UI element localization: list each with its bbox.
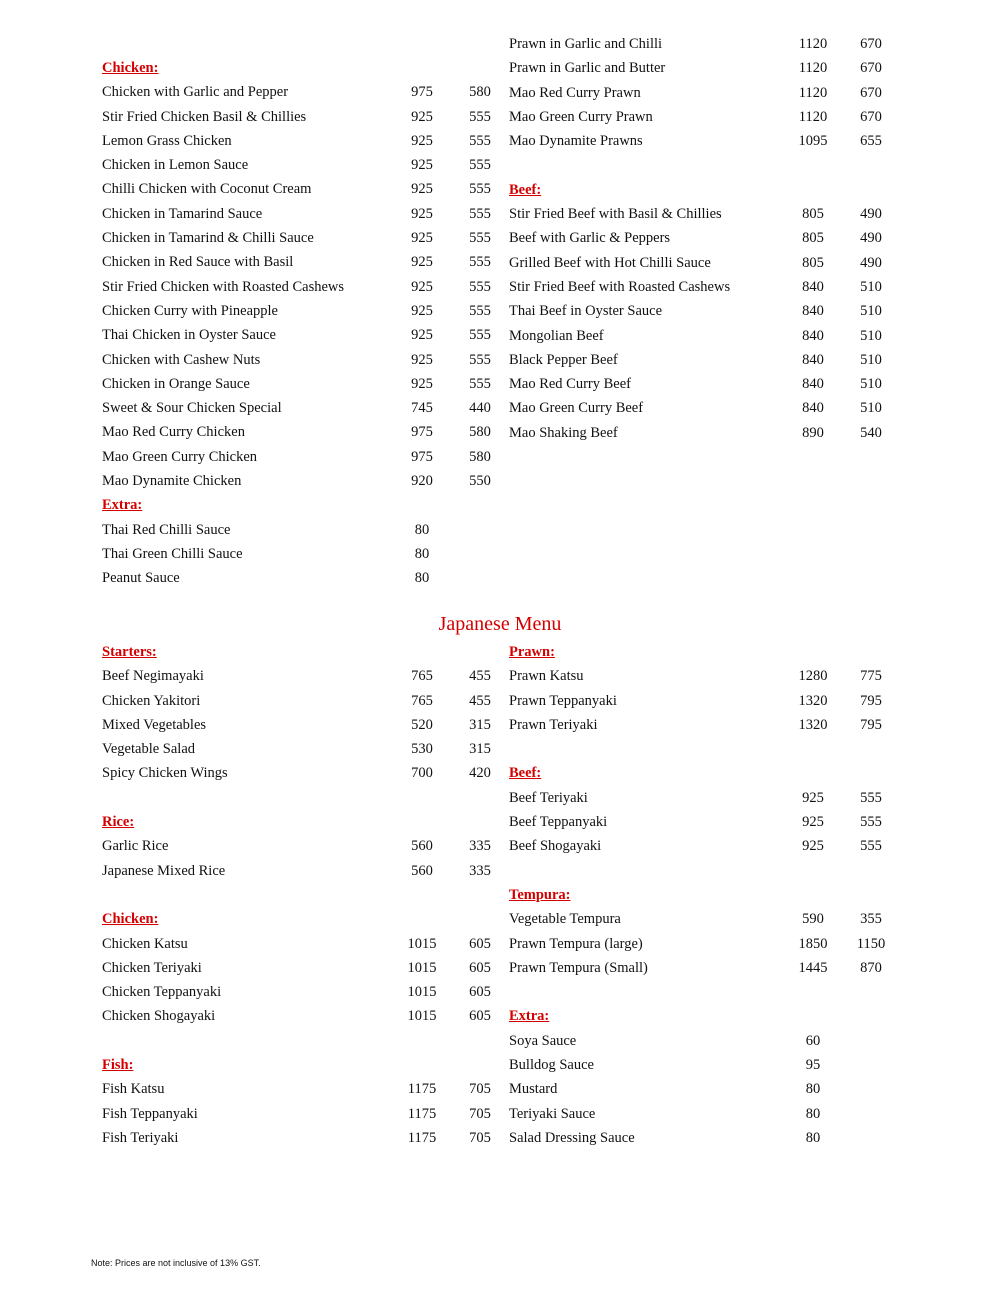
menu-item-name: Vegetable Salad [102, 741, 196, 758]
menu-item-price-half: 510 [860, 278, 882, 295]
menu-item-price-half: 510 [860, 376, 882, 393]
menu-item-price-full: 745 [411, 400, 433, 417]
menu-item-price-half: 655 [860, 133, 882, 150]
menu-item [509, 664, 909, 688]
menu-item [102, 105, 502, 129]
menu-item-name: Mongolian Beef [509, 327, 604, 344]
menu-item-price-full: 590 [802, 911, 824, 928]
section-heading-label: Tempura: [509, 886, 571, 903]
menu-item-name: Thai Red Chilli Sauce [102, 521, 231, 538]
menu-item-price-full: 1175 [407, 1081, 437, 1098]
menu-item-price-full: 840 [802, 376, 824, 393]
menu-item-price-half: 605 [469, 935, 491, 952]
menu-item [509, 56, 909, 80]
menu-item [509, 1029, 909, 1053]
menu-item-name: Mao Red Curry Beef [509, 376, 632, 393]
menu-item-price-full: 840 [802, 327, 824, 344]
menu-item-name: Garlic Rice [102, 838, 169, 855]
menu-item-price-half: 555 [469, 108, 491, 125]
menu-item-name: Chicken Teriyaki [102, 959, 202, 976]
menu-item-name: Chilli Chicken with Coconut Cream [102, 181, 312, 198]
menu-item-price-full: 925 [411, 230, 433, 247]
menu-item-price-full: 1015 [407, 935, 437, 952]
menu-item-price-half: 870 [860, 959, 882, 976]
section-heading [509, 883, 909, 907]
menu-item-price-half: 550 [469, 473, 491, 490]
menu-item-price-full: 920 [411, 473, 433, 490]
menu-item-name: Mao Dynamite Chicken [102, 473, 242, 490]
menu-item-price-full: 1320 [798, 692, 828, 709]
menu-item-price-full: 1850 [798, 935, 828, 952]
menu-item-name: Beef with Garlic & Peppers [509, 230, 671, 247]
menu-item-name: Stir Fried Beef with Basil & Chillies [509, 206, 722, 223]
menu-item-price-half: 555 [469, 230, 491, 247]
menu-item [102, 372, 502, 396]
gst-note: Note: Prices are not inclusive of 13% GST. [91, 1258, 261, 1268]
section-heading-label: Extra: [102, 497, 143, 514]
menu-item-price-full: 95 [805, 1057, 821, 1074]
menu-item-name: Stir Fried Chicken with Roasted Cashews [102, 278, 345, 295]
menu-item-price-half: 490 [860, 254, 882, 271]
menu-item [102, 713, 502, 737]
menu-item-price-half: 555 [469, 327, 491, 344]
menu-item-price-half: 555 [860, 838, 882, 855]
menu-item-price-full: 805 [802, 206, 824, 223]
menu-item-price-full: 1175 [407, 1129, 437, 1146]
menu-item-name: Mixed Vegetables [102, 716, 207, 733]
menu-item-price-half: 315 [469, 716, 491, 733]
menu-item-price-full: 1015 [407, 959, 437, 976]
section-heading [102, 1053, 502, 1077]
menu-item-price-full: 560 [411, 838, 433, 855]
menu-item-price-full: 975 [411, 448, 433, 465]
menu-item-name: Prawn Tempura (Small) [509, 959, 648, 976]
menu-item [509, 1077, 909, 1101]
menu-item [102, 153, 502, 177]
menu-item-price-half: 795 [860, 692, 882, 709]
section-heading [102, 810, 502, 834]
section-heading [509, 761, 909, 785]
menu-item-name: Prawn Katsu [509, 668, 584, 685]
menu-item [102, 348, 502, 372]
menu-item-price-half: 670 [860, 36, 882, 52]
section-heading-label: Beef: [509, 765, 542, 782]
menu-item [102, 323, 502, 347]
section-heading-label: Starters: [102, 644, 157, 660]
menu-item-price-full: 925 [411, 108, 433, 125]
menu-item-price-half: 670 [860, 108, 882, 125]
menu-item-price-full: 520 [411, 716, 433, 733]
menu-item-price-full: 890 [802, 424, 824, 441]
menu-item [102, 250, 502, 274]
menu-item [102, 834, 502, 858]
menu-item [102, 469, 502, 493]
menu-item-name: Mao Red Curry Chicken [102, 424, 245, 441]
menu-item-price-half: 555 [860, 789, 882, 806]
menu-item-price-half: 355 [860, 911, 882, 928]
menu-item-price-full: 840 [802, 278, 824, 295]
spacer [102, 786, 502, 810]
section-heading [509, 178, 909, 202]
section-heading-label: Rice: [102, 814, 135, 831]
spacer [102, 883, 502, 907]
menu-item-price-half: 580 [469, 448, 491, 465]
menu-item-name: Chicken Shogayaki [102, 1008, 216, 1025]
menu-item-price-full: 765 [411, 668, 433, 685]
menu-item-price-half: 705 [469, 1129, 491, 1146]
menu-item [102, 518, 502, 542]
menu-item-name: Thai Chicken in Oyster Sauce [102, 327, 276, 344]
menu-item-price-full: 1320 [798, 716, 828, 733]
menu-item [102, 445, 502, 469]
menu-item [102, 226, 502, 250]
menu-item-price-half: 555 [469, 278, 491, 295]
menu-item-price-full: 925 [411, 254, 433, 271]
menu-item-price-half: 455 [469, 692, 491, 709]
menu-item [102, 980, 502, 1004]
menu-item [509, 1102, 909, 1126]
menu-item [102, 542, 502, 566]
menu-item [509, 956, 909, 980]
menu-item-price-half: 795 [860, 716, 882, 733]
spacer [509, 737, 909, 761]
menu-item [102, 80, 502, 104]
menu-item-name: Chicken Teppanyaki [102, 984, 222, 1001]
menu-item-price-half: 490 [860, 206, 882, 223]
menu-item-price-half: 555 [469, 351, 491, 368]
menu-item-name: Chicken Curry with Pineapple [102, 302, 278, 319]
menu-item-name: Sweet & Sour Chicken Special [102, 400, 282, 417]
menu-item-price-full: 1445 [798, 959, 828, 976]
menu-item-price-full: 925 [411, 278, 433, 295]
menu-item-name: Grilled Beef with Hot Chilli Sauce [509, 254, 711, 271]
menu-item [509, 907, 909, 931]
menu-item-name: Fish Katsu [102, 1081, 165, 1098]
menu-item [102, 859, 502, 883]
menu-item-name: Chicken in Orange Sauce [102, 375, 250, 392]
menu-item [102, 737, 502, 761]
menu-item-price-full: 80 [805, 1129, 821, 1146]
menu-item-price-full: 975 [411, 84, 433, 101]
menu-item-name: Fish Teppanyaki [102, 1105, 198, 1122]
menu-item-price-half: 335 [469, 838, 491, 855]
menu-item [509, 1053, 909, 1077]
menu-item-name: Chicken with Garlic and Pepper [102, 84, 289, 101]
menu-item [102, 1077, 502, 1101]
menu-item [509, 81, 909, 105]
menu-item-name: Soya Sauce [509, 1032, 577, 1049]
menu-item-price-full: 1280 [798, 668, 828, 685]
section-heading [509, 1004, 909, 1028]
menu-item-price-full: 1095 [798, 133, 828, 150]
menu-item [102, 275, 502, 299]
menu-item-price-full: 925 [802, 789, 824, 806]
menu-item-name: Salad Dressing Sauce [509, 1129, 635, 1146]
menu-item-price-half: 775 [860, 668, 882, 685]
menu-item-price-half: 555 [469, 375, 491, 392]
menu-item-name: Prawn Teriyaki [509, 716, 598, 733]
menu-item-price-half: 670 [860, 60, 882, 77]
menu-item-name: Black Pepper Beef [509, 351, 618, 368]
menu-item [509, 251, 909, 275]
menu-item-name: Mao Red Curry Prawn [509, 84, 641, 101]
menu-item-price-full: 925 [411, 375, 433, 392]
menu-item-name: Beef Shogayaki [509, 838, 602, 855]
japanese-left-column [102, 640, 502, 1150]
menu-item-price-half: 580 [469, 424, 491, 441]
menu-item-price-half: 420 [469, 765, 491, 782]
menu-item-name: Mao Dynamite Prawns [509, 133, 643, 150]
menu-item-price-half: 510 [860, 400, 882, 417]
menu-item-price-half: 605 [469, 1008, 491, 1025]
menu-item-price-half: 440 [469, 400, 491, 417]
menu-item [102, 299, 502, 323]
menu-item [102, 664, 502, 688]
menu-item-name: Vegetable Tempura [509, 911, 621, 928]
menu-item-price-full: 840 [802, 400, 824, 417]
menu-item-price-half: 1150 [856, 935, 886, 952]
menu-item-name: Stir Fried Beef with Roasted Cashews [509, 278, 731, 295]
menu-item-price-full: 840 [802, 351, 824, 368]
menu-item-name: Chicken in Lemon Sauce [102, 157, 249, 174]
menu-item-price-full: 925 [802, 814, 824, 831]
menu-item-price-full: 1120 [798, 36, 828, 52]
menu-item-name: Peanut Sauce [102, 570, 180, 587]
spacer [509, 980, 909, 1004]
menu-item-price-half: 315 [469, 741, 491, 758]
spacer [509, 859, 909, 883]
menu-item-price-full: 925 [411, 132, 433, 149]
thai-right-column [509, 32, 909, 445]
menu-item-price-half: 605 [469, 959, 491, 976]
menu-item [509, 299, 909, 323]
menu-item-price-half: 705 [469, 1081, 491, 1098]
menu-item-name: Teriyaki Sauce [509, 1105, 596, 1122]
menu-item-price-half: 555 [469, 157, 491, 174]
menu-item [102, 1102, 502, 1126]
thai-left-column [102, 56, 502, 591]
menu-item-price-full: 1175 [407, 1105, 437, 1122]
menu-item-price-half: 555 [469, 132, 491, 149]
menu-item-price-full: 1120 [798, 84, 828, 101]
menu-item [102, 761, 502, 785]
menu-item [102, 129, 502, 153]
menu-item [509, 202, 909, 226]
menu-item-price-half: 335 [469, 862, 491, 879]
menu-item-name: Chicken in Tamarind Sauce [102, 205, 263, 222]
menu-item-name: Chicken in Tamarind & Chilli Sauce [102, 230, 314, 247]
menu-item-price-full: 80 [805, 1081, 821, 1098]
menu-item-name: Chicken with Cashew Nuts [102, 351, 261, 368]
menu-item-price-full: 560 [411, 862, 433, 879]
menu-item-price-full: 925 [411, 302, 433, 319]
menu-item-name: Beef Teriyaki [509, 789, 588, 806]
menu-item-name: Chicken in Red Sauce with Basil [102, 254, 294, 271]
menu-item-price-half: 555 [469, 254, 491, 271]
spacer [102, 1029, 502, 1053]
menu-item-price-half: 555 [469, 181, 491, 198]
menu-item [102, 420, 502, 444]
menu-item-name: Beef Negimayaki [102, 668, 204, 685]
menu-item-name: Mustard [509, 1081, 558, 1098]
menu-item-name: Spicy Chicken Wings [102, 765, 228, 782]
menu-item-price-full: 765 [411, 692, 433, 709]
menu-item [102, 932, 502, 956]
menu-item [102, 202, 502, 226]
section-heading [102, 56, 502, 80]
section-heading-label: Extra: [509, 1008, 550, 1025]
menu-item-price-half: 670 [860, 84, 882, 101]
menu-item [509, 396, 909, 420]
section-heading-label: Chicken: [102, 60, 159, 76]
menu-item-price-half: 510 [860, 351, 882, 368]
menu-item [509, 372, 909, 396]
menu-item [102, 566, 502, 590]
menu-item-price-half: 555 [469, 205, 491, 222]
menu-item-name: Mao Green Curry Prawn [509, 108, 653, 125]
menu-item-price-full: 840 [802, 303, 824, 320]
menu-item [102, 396, 502, 420]
spacer [509, 153, 909, 177]
section-heading [102, 493, 502, 517]
menu-item-name: Mao Green Curry Chicken [102, 448, 258, 465]
menu-item [509, 129, 909, 153]
menu-item [509, 421, 909, 445]
menu-item-name: Prawn in Garlic and Butter [509, 60, 666, 77]
menu-item [509, 275, 909, 299]
menu-item-name: Bulldog Sauce [509, 1057, 594, 1074]
menu-item-price-full: 925 [802, 838, 824, 855]
section-heading-label: Chicken: [102, 911, 159, 928]
menu-item-price-full: 805 [802, 254, 824, 271]
japanese-menu-title: Japanese Menu [438, 613, 562, 635]
section-heading-label: Prawn: [509, 644, 555, 660]
menu-item [509, 105, 909, 129]
menu-item [509, 324, 909, 348]
menu-item-price-half: 580 [469, 84, 491, 101]
menu-item-price-full: 925 [411, 157, 433, 174]
section-heading [509, 640, 909, 664]
menu-item [509, 834, 909, 858]
menu-item [102, 689, 502, 713]
menu-item [509, 786, 909, 810]
menu-item [509, 810, 909, 834]
menu-item-name: Lemon Grass Chicken [102, 132, 232, 149]
menu-item-price-full: 1120 [798, 108, 828, 125]
section-heading-label: Fish: [102, 1057, 134, 1074]
menu-item-price-full: 60 [805, 1032, 821, 1049]
menu-item-price-full: 80 [414, 521, 430, 538]
menu-item-name: Mao Shaking Beef [509, 424, 618, 441]
section-heading-label: Beef: [509, 181, 542, 198]
menu-item-price-full: 1120 [798, 60, 828, 77]
menu-item-name: Thai Beef in Oyster Sauce [509, 303, 663, 320]
section-heading [102, 640, 502, 664]
menu-item [509, 226, 909, 250]
menu-item-price-full: 1015 [407, 1008, 437, 1025]
menu-item-name: Mao Green Curry Beef [509, 400, 644, 417]
menu-item-name: Beef Teppanyaki [509, 814, 608, 831]
menu-item-price-full: 1015 [407, 984, 437, 1001]
menu-item-name: Stir Fried Chicken Basil & Chillies [102, 108, 307, 125]
menu-item-price-half: 555 [860, 814, 882, 831]
japanese-right-column [509, 640, 909, 1150]
menu-item-price-full: 925 [411, 327, 433, 344]
menu-item [102, 1126, 502, 1150]
menu-item-price-half: 510 [860, 303, 882, 320]
menu-item-price-full: 925 [411, 351, 433, 368]
menu-item-name: Fish Teriyaki [102, 1129, 179, 1146]
menu-item-name: Prawn Tempura (large) [509, 935, 643, 952]
menu-item-name: Chicken Katsu [102, 935, 188, 952]
menu-item-price-full: 805 [802, 230, 824, 247]
menu-item-price-full: 700 [411, 765, 433, 782]
menu-item-name: Prawn in Garlic and Chilli [509, 36, 663, 52]
menu-item-name: Prawn Teppanyaki [509, 692, 617, 709]
menu-item [509, 348, 909, 372]
menu-item-price-half: 490 [860, 230, 882, 247]
menu-item [102, 177, 502, 201]
menu-item-price-full: 530 [411, 741, 433, 758]
menu-item [509, 932, 909, 956]
menu-item-price-half: 510 [860, 327, 882, 344]
menu-item [509, 1126, 909, 1150]
menu-item [509, 713, 909, 737]
menu-item-name: Chicken Yakitori [102, 692, 201, 709]
menu-item [102, 1004, 502, 1028]
menu-item-price-half: 555 [469, 302, 491, 319]
menu-item-price-half: 705 [469, 1105, 491, 1122]
menu-item-price-full: 80 [805, 1105, 821, 1122]
menu-item-price-half: 605 [469, 984, 491, 1001]
menu-item-name: Japanese Mixed Rice [102, 862, 226, 879]
menu-item-price-full: 925 [411, 205, 433, 222]
menu-item-price-full: 925 [411, 181, 433, 198]
menu-item [102, 956, 502, 980]
menu-item-name: Thai Green Chilli Sauce [102, 545, 243, 562]
menu-item-price-full: 80 [414, 570, 430, 587]
menu-item [509, 32, 909, 56]
section-heading [102, 907, 502, 931]
menu-item-price-full: 975 [411, 424, 433, 441]
menu-item-price-full: 80 [414, 545, 430, 562]
menu-item-price-half: 540 [860, 424, 882, 441]
menu-item [509, 689, 909, 713]
menu-item-price-half: 455 [469, 668, 491, 685]
